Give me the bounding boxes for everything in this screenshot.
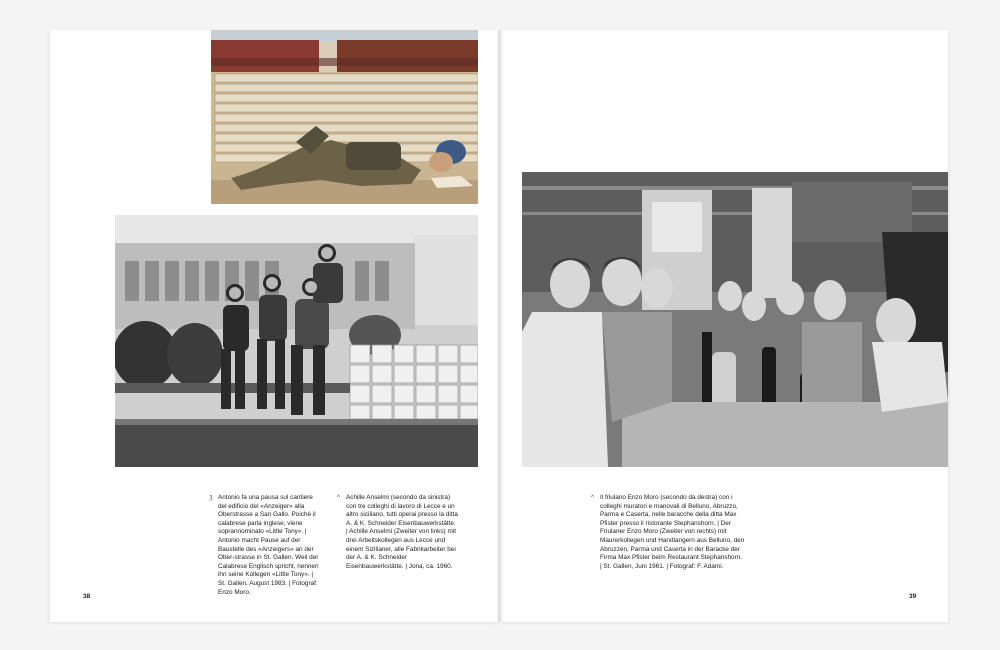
right-page bbox=[500, 30, 948, 622]
caption-text: Achille Anselmi (secondo da sinistra) con tre colleghi di lavoro di Lecce e un altro siciliano, tutti operai presso la ditta A. & K. Schneider Eisenbauwerkstätte. | Achille Anselmi (Zweiter von links) mit drei Arbeitskollegen aus Lecce und einem Sizilianer, alle Fabrikarbeiter bei der A. & K. Schneider Eisenbauwerkstätte. | Jona, ca. 1960. bbox=[346, 494, 458, 570]
photo-worker-resting bbox=[211, 30, 478, 204]
caption-text: Antonio fa una pausa sul cantiere del edificio del «Anzeiger» alla Oberstrasse a San Gallo. Poiché il calabrese parla inglese, viene soprannominato «Little Tony». | Antonio macht Pause auf der Baustelle des «Anzeigers» an der Ober-strasse in St. Gallen. Weil der Calabrese Englisch spricht, nennen ihn seine Kollegen «Little Tony». | St. Gallen, August 1983. | Fotograf: Enzo Moro. bbox=[218, 494, 319, 596]
photo-barracks-workers bbox=[522, 172, 948, 467]
caption-text: Il friulano Enzo Moro (secondo da destra) con i colleghi muratori e manovali di Belluno, Abruzzo, Parma e Caserta, nelle baracche della ditta Max Pfister presso il ristorante Stephanshorn. | Der Friulaner Enzo Moro (Zweiter von rechts) mit Maurerkollegen und Handlangern aus Belluno, den Abruzzen, Parma und Caserta in der Baracke der Firma Max Pfister beim Restaurant Stephanshorn. | St. Gallen, Juni 1961. | Fotograf: F. Adami. bbox=[600, 494, 745, 570]
magazine-spread bbox=[50, 30, 950, 622]
caption-marker: ʒ bbox=[209, 494, 213, 501]
caption-group-workers bbox=[337, 494, 459, 571]
caption-marker: ^ bbox=[591, 494, 594, 501]
page-number-left: 38 bbox=[83, 593, 91, 600]
caption-barracks-workers bbox=[591, 494, 745, 571]
book-gutter bbox=[496, 30, 504, 622]
caption-marker: ^ bbox=[337, 494, 340, 501]
photo-group-workers bbox=[115, 215, 478, 467]
left-page bbox=[50, 30, 498, 622]
caption-worker-resting bbox=[209, 494, 321, 597]
page-number-right: 39 bbox=[909, 593, 917, 600]
